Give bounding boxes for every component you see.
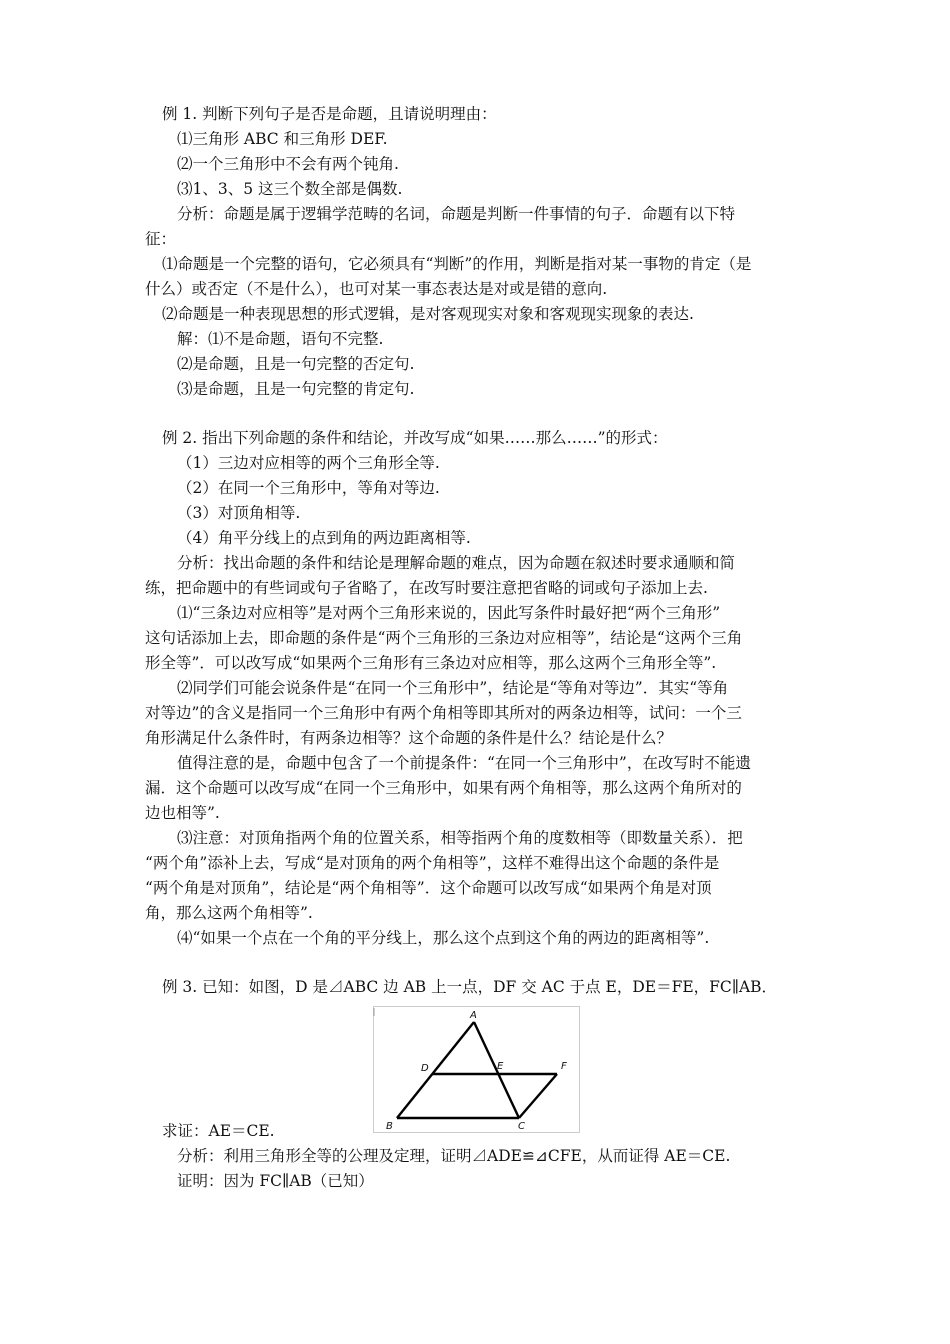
label-F: F: [561, 1061, 567, 1072]
text-line: 值得注意的是，命题中包含了一个前提条件：“在同一个三角形中”，在改写时不能遗: [177, 754, 751, 772]
label-B: B: [386, 1121, 393, 1132]
text-line: 这句话添加上去，即命题的条件是“两个三角形的三条边对应相等”，结论是“这两个三角: [145, 629, 743, 647]
text-line: “两个角是对顶角”，结论是“两个角相等”．这个命题可以改写成“如果两个角是对顶: [145, 879, 712, 897]
text-line: 形全等”．可以改写成“如果两个三角形有三条边对应相等，那么这两个三角形全等”.: [145, 654, 717, 672]
text-line: 对等边”的含义是指同一个三角形中有两个角相等即其所对的两条边相等，试问：一个三: [145, 704, 742, 722]
label-C: C: [518, 1121, 525, 1132]
text-line: ⑴命题是一个完整的语句，它必须具有“判断”的作用，判断是指对某一事物的肯定（是: [162, 255, 752, 273]
text-line: 角，那么这两个角相等”.: [145, 904, 313, 922]
text-line: ⑶是命题，且是一句完整的肯定句.: [177, 380, 415, 398]
text-line: 分析：命题是属于逻辑学范畴的名词，命题是判断一件事情的句子．命题有以下特: [177, 205, 736, 223]
text-line: 分析：找出命题的条件和结论是理解命题的难点，因为命题在叙述时要求通顺和简: [177, 554, 736, 572]
geometry-diagram: [373, 1006, 580, 1133]
text-line: ⑶注意：对顶角指两个角的位置关系，相等指两个角的度数相等（即数量关系）．把: [177, 829, 743, 847]
segment-AB: [397, 1022, 474, 1118]
text-line: 角形满足什么条件时，有两条边相等？这个命题的条件是什么？结论是什么？: [145, 729, 673, 747]
text-line: ⑷“如果一个点在一个角的平分线上，那么这个点到这个角的两边的距离相等”.: [177, 929, 710, 947]
text-line: 边也相等”.: [145, 804, 220, 822]
segment-FC: [519, 1074, 557, 1118]
text-line: 例 2. 指出下列命题的条件和结论，并改写成“如果……那么……”的形式：: [162, 429, 668, 447]
text-line: 征：: [145, 230, 177, 248]
text-line: ⑶1、3、5 这三个数全部是偶数.: [177, 180, 403, 198]
text-line: 什么）或否定（不是什么），也可对某一事态表达是对或是错的意向.: [145, 280, 608, 298]
text-line: 证明：因为 FC∥AB（已知）: [177, 1172, 374, 1190]
text-line: ⑴“三条边对应相等”是对两个三角形来说的，因此写条件时最好把“两个三角形”: [177, 604, 721, 622]
text-line: ⑴三角形 ABC 和三角形 DEF.: [177, 130, 388, 148]
label-E: E: [497, 1061, 504, 1072]
text-line: （2）在同一个三角形中，等角对等边.: [177, 479, 440, 497]
text-line: ⑵是命题，且是一句完整的否定句.: [177, 355, 415, 373]
text-line: ⑵命题是一种表现思想的形式逻辑，是对客观现实对象和客观现实现象的表达.: [162, 305, 694, 323]
text-line: 练，把命题中的有些词或句子省略了，在改写时要注意把省略的词或句子添加上去.: [145, 579, 708, 597]
text-line: 例 3. 已知：如图，D 是⊿ABC 边 AB 上一点，DF 交 AC 于点 E，DE＝FE，FC∥AB．: [162, 978, 778, 996]
text-line: （1）三边对应相等的两个三角形全等.: [177, 454, 440, 472]
text-line: 例 1. 判断下列句子是否是命题，且请说明理由：: [162, 105, 497, 123]
text-line: ⑵一个三角形中不会有两个钝角.: [177, 155, 399, 173]
text-line: 分析：利用三角形全等的公理及定理，证明⊿ADE≌⊿CFE，从而证得 AE＝CE.: [177, 1147, 731, 1165]
text-line: （4）角平分线上的点到角的两边距离相等.: [177, 529, 471, 547]
text-line: “两个角”添补上去，写成“是对顶角的两个角相等”，这样不难得出这个命题的条件是: [145, 854, 720, 872]
text-line: 求证：AE＝CE.: [162, 1122, 275, 1140]
text-line: （3）对顶角相等.: [177, 504, 301, 522]
label-D: D: [421, 1063, 429, 1074]
text-line: 解：⑴不是命题，语句不完整.: [177, 330, 384, 348]
label-A: A: [470, 1010, 477, 1021]
text-line: ⑵同学们可能会说条件是“在同一个三角形中”，结论是“等角对等边”．其实“等角: [177, 679, 729, 697]
triangle-figure: [373, 1006, 580, 1133]
text-line: 漏．这个命题可以改写成“在同一个三角形中，如果有两个角相等，那么这两个角所对的: [145, 779, 742, 797]
